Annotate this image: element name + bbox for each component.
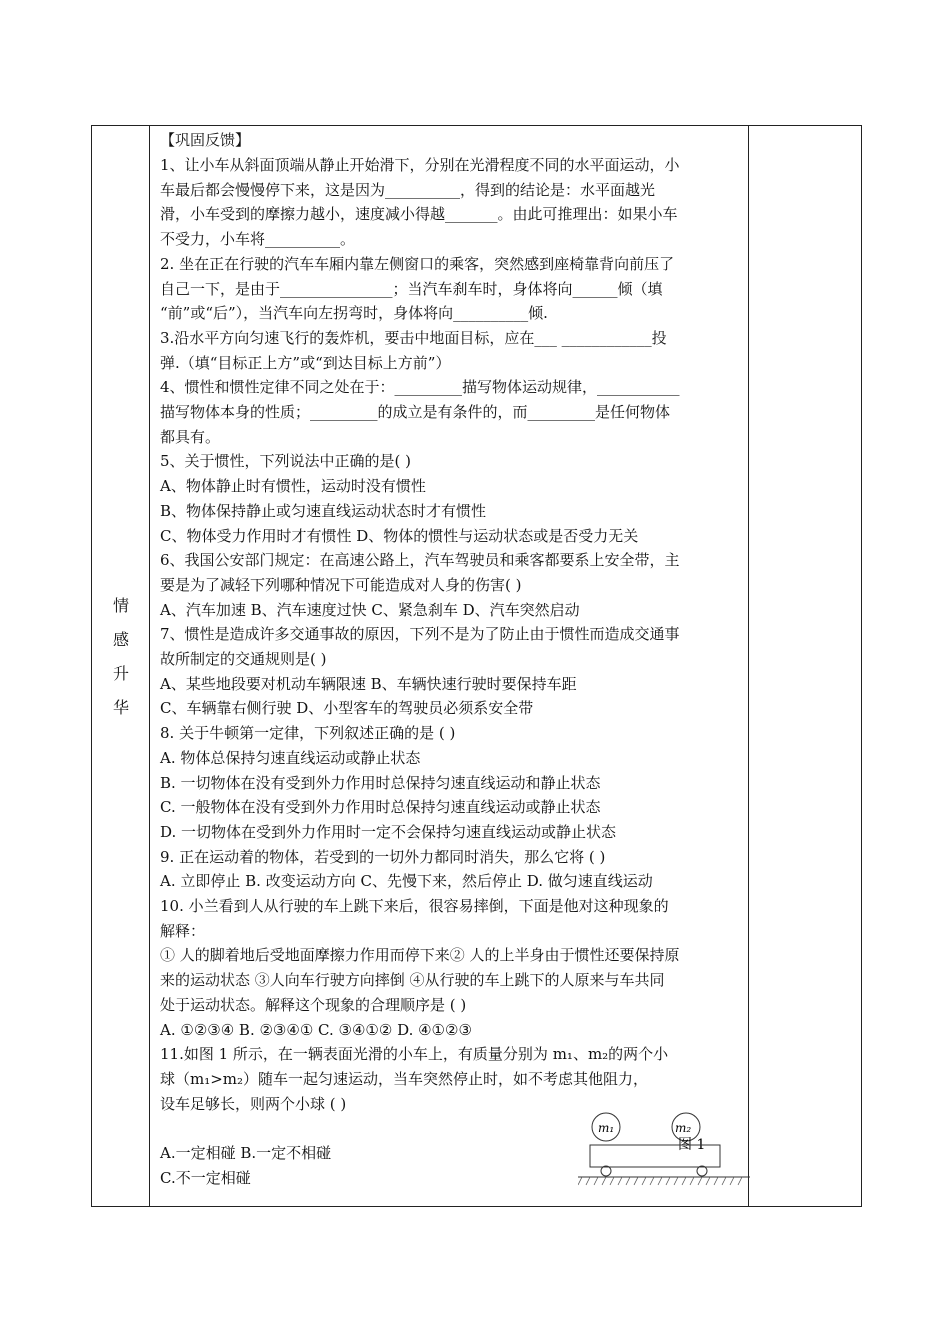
text-line: 滑，小车受到的摩擦力越小，速度减小得越_______。由此可推理出：如果小车 [160,205,678,224]
text-line: 球（m₁>m₂）随车一起匀速运动，当车突然停止时，如不考虑其他阻力， [160,1069,649,1088]
side-label-column [92,126,150,1206]
text-line: A、物体静止时有惯性，运动时没有惯性 [160,477,426,496]
text-line: 10. 小兰看到人从行驶的车上跳下来后，很容易摔倒，下面是他对这种现象的 [160,897,669,915]
text-line: 设车足够长，则两个小球 ( ) [160,1094,347,1113]
notes-column [748,126,861,1206]
text-line: 8. 关于牛顿第一定律，下列叙述正确的是 ( ) [160,724,456,743]
text-line: A. ①②③④ B. ②③④① C. ③④①② D. ④①②③ [160,1020,472,1039]
section-heading: 【巩固反馈】 [160,131,251,149]
text-line: 2. 坐在正在行驶的汽车车厢内靠左侧窗口的乘客，突然感到座椅靠背向前压了 [160,254,675,273]
text-line: C. 一般物体在没有受到外力作用时总保持匀速直线运动或静止状态 [160,798,601,817]
worksheet-table [91,125,862,1207]
text-line: 1、让小车从斜面顶端从静止开始滑下，分别在光滑程度不同的水平面运动，小 [160,156,680,174]
text-line: 6、我国公安部门规定：在高速公路上，汽车驾驶员和乘客都要系上安全带，主 [160,551,680,570]
side-label-char: 升 [112,664,129,683]
text-line: B、物体保持静止或匀速直线运动状态时才有惯性 [160,501,487,520]
text-line: 4、惯性和惯性定律不同之处在于：_________描写物体运动规律，___________ [160,378,680,397]
text-line: 弹.（填“目标正上方”或“到达目标上方前”） [160,353,451,372]
text-line: 7、惯性是造成许多交通事故的原因，下列不是为了防止由于惯性而造成交通事 [160,625,680,644]
text-line: 自己一下，是由于_______________；当汽车刹车时，身体将向______倾（填 [160,279,663,298]
text-line: C、物体受力作用时才有惯性 D、物体的惯性与运动状态或是否受力无关 [160,526,639,545]
text-line: A.一定相碰 B.一定不相碰 [160,1144,332,1162]
text-line: ① 人的脚着地后受地面摩擦力作用而停下来② 人的上半身由于惯性还要保持原 [160,946,680,965]
text-line: 故所制定的交通规则是( ) [160,650,327,668]
text-line: C、车辆靠右侧行驶 D、小型客车的驾驶员必须系安全带 [160,699,534,718]
text-line: C.不一定相碰 [160,1168,251,1187]
text-line: 9. 正在运动着的物体，若受到的一切外力都同时消失，那么它将 ( ) [160,847,606,866]
ball-1-label: m₁ [598,1121,615,1135]
text-line: A. 立即停止 B. 改变运动方向 C、先慢下来，然后停止 D. 做匀速直线运动 [160,872,653,891]
text-line: A、某些地段要对机动车辆限速 B、车辆快速行驶时要保持车距 [160,674,577,693]
side-label-char: 感 [112,630,129,649]
ball-2-label: m₂ [675,1121,692,1135]
side-label-char: 华 [112,698,129,717]
figure-cart-diagram [578,1111,758,1191]
text-line: 要是为了减轻下列哪种情况下可能造成对人身的伤害( ) [160,575,522,594]
figure-caption: 图 1 [678,1137,706,1153]
text-line: A、汽车加速 B、汽车速度过快 C、紧急刹车 D、汽车突然启动 [160,600,580,619]
text-line: 不受力，小车将__________。 [160,230,356,249]
text-line: 描写物体本身的性质；_________的成立是有条件的，而_________是任何物体 [160,403,671,421]
text-line: “前”或“后”），当汽车向左拐弯时，身体将向__________倾. [160,304,548,323]
text-line: 11.如图 1 所示，在一辆表面光滑的小车上，有质量分别为 m₁、m₂的两个小 [160,1045,669,1064]
text-line: D. 一切物体在受到外力作用时一定不会保持匀速直线运动或静止状态 [160,822,617,841]
text-line: 来的运动状态 ③人向车行驶方向摔倒 ④从行驶的车上跳下的人原来与车共同 [160,971,665,990]
text-line: 处于运动状态。解释这个现象的合理顺序是 ( ) [160,995,467,1014]
side-label-char: 情 [112,596,129,615]
text-line: 车最后都会慢慢停下来，这是因为__________，得到的结论是：水平面越光 [160,180,656,199]
text-line: 解释： [160,921,206,940]
text-line: 3.沿水平方向匀速飞行的轰炸机，要击中地面目标，应在___ ____________投 [160,328,667,347]
text-line: B. 一切物体在没有受到外力作用时总保持匀速直线运动和静止状态 [160,773,601,792]
text-line: A. 物体总保持匀速直线运动或静止状态 [160,748,421,767]
text-line: 都具有。 [160,427,221,446]
text-line: 5、关于惯性，下列说法中正确的是( ) [160,452,412,471]
